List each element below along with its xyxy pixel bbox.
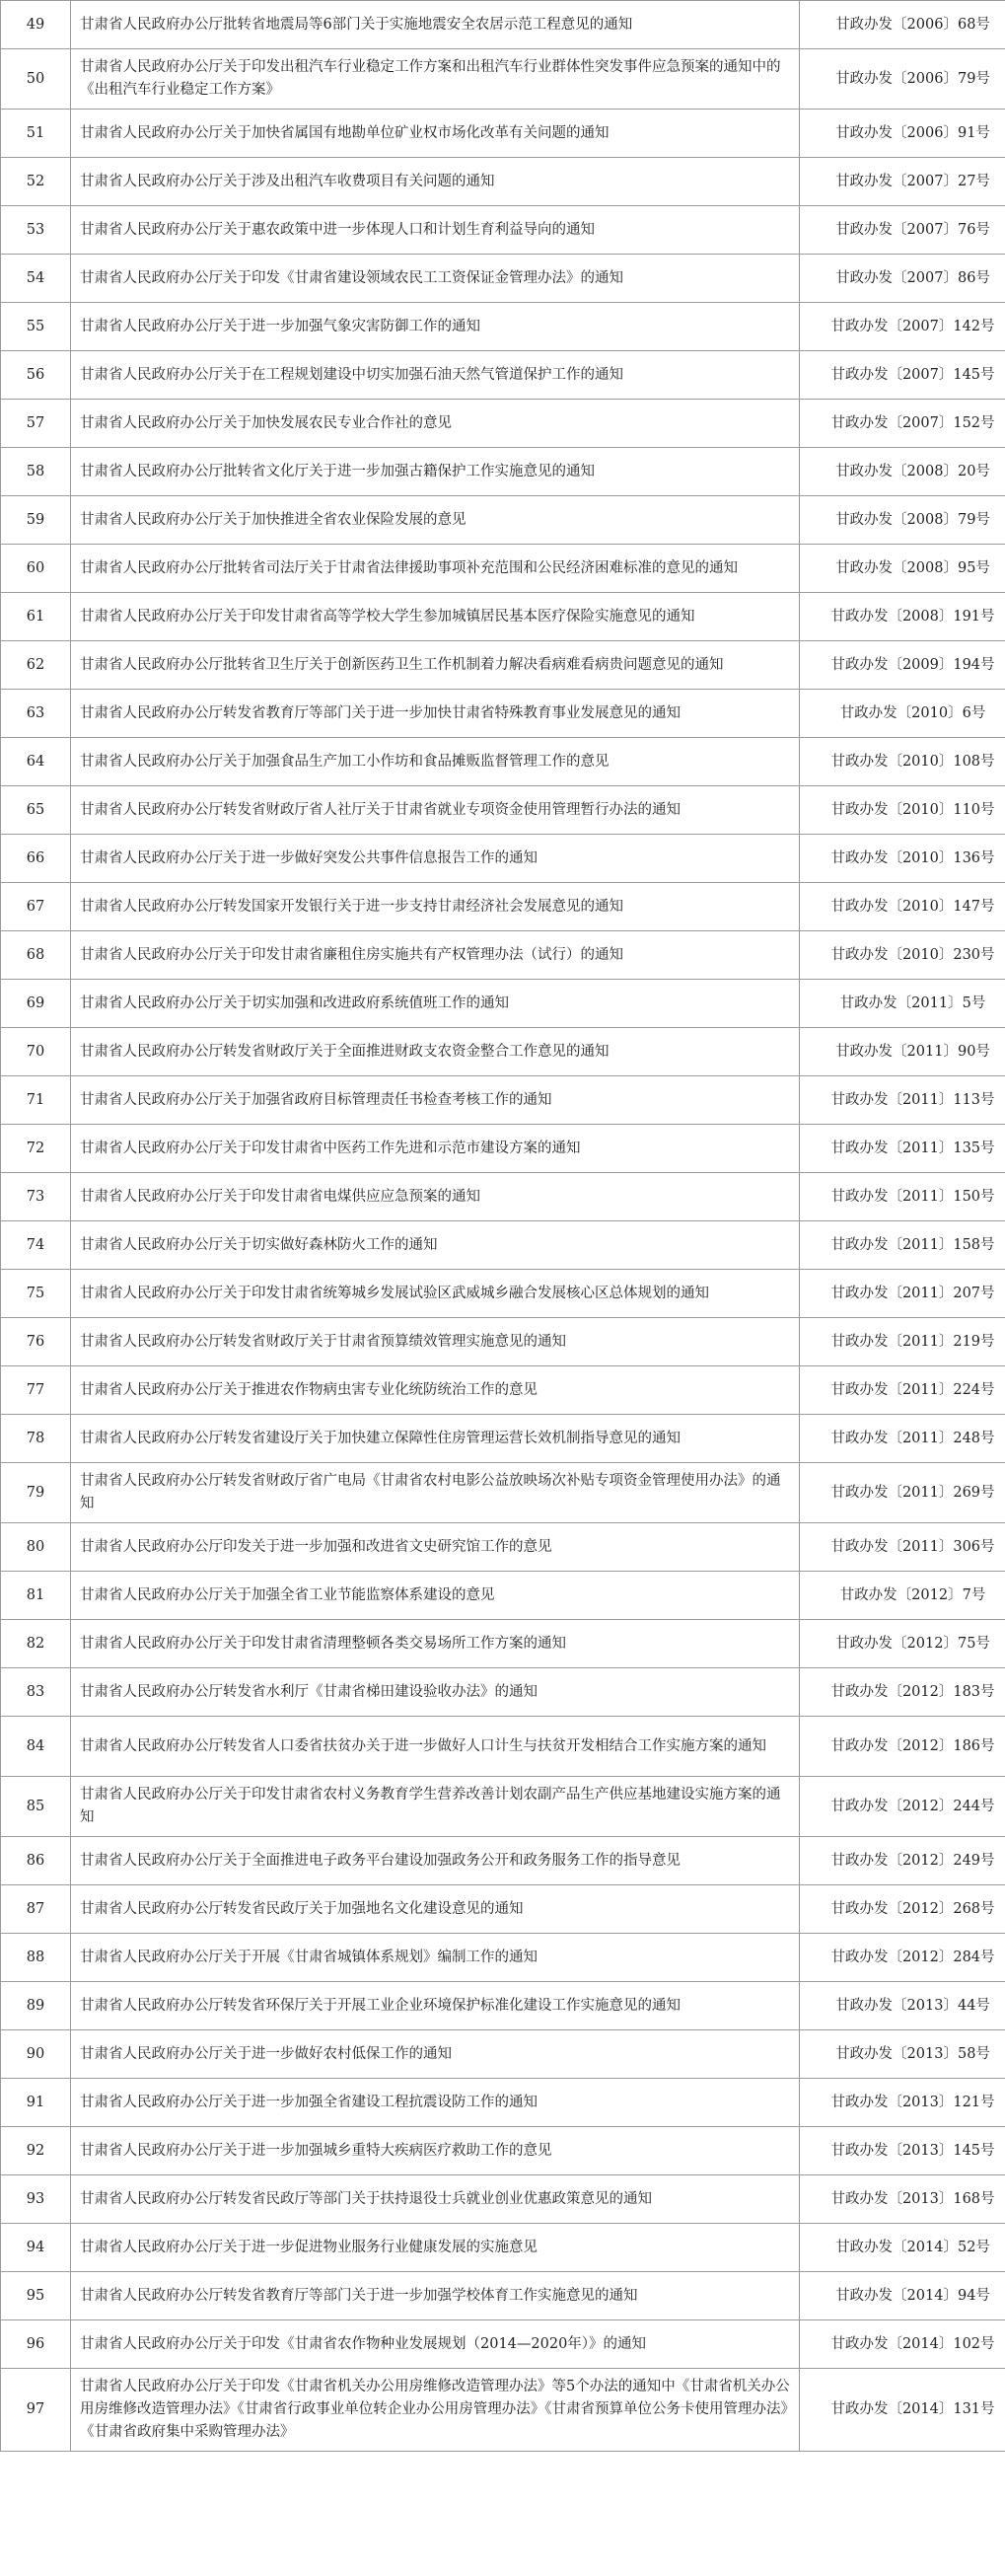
document-number: 甘政办发〔2011〕269号 xyxy=(800,1463,1005,1523)
document-title: 甘肃省人民政府办公厅关于印发出租汽车行业稳定工作方案和出租汽车行业群体性突发事件应急预案的通知中的《出租汽车行业稳定工作方案》 xyxy=(71,49,800,110)
document-title: 甘肃省人民政府办公厅关于推进农作物病虫害专业化统防统治工作的意见 xyxy=(71,1366,800,1415)
document-title: 甘肃省人民政府办公厅关于印发甘肃省中医药工作先进和示范市建设方案的通知 xyxy=(71,1125,800,1173)
row-number: 70 xyxy=(1,1028,71,1076)
table-row xyxy=(1,255,1005,303)
table-row xyxy=(1,1777,1005,1837)
document-number: 甘政办发〔2012〕183号 xyxy=(800,1668,1005,1717)
row-number: 81 xyxy=(1,1572,71,1620)
document-title: 甘肃省人民政府办公厅印发关于进一步加强和改进省文史研究馆工作的意见 xyxy=(71,1523,800,1572)
table-body xyxy=(1,1,1005,2452)
row-number: 53 xyxy=(1,206,71,255)
document-number: 甘政办发〔2012〕7号 xyxy=(800,1572,1005,1620)
row-number: 82 xyxy=(1,1620,71,1668)
row-number: 79 xyxy=(1,1463,71,1523)
document-title: 甘肃省人民政府办公厅关于进一步做好农村低保工作的通知 xyxy=(71,2030,800,2079)
table-row xyxy=(1,351,1005,400)
row-number: 67 xyxy=(1,883,71,931)
document-title: 甘肃省人民政府办公厅转发省财政厅省广电局《甘肃省农村电影公益放映场次补贴专项资金管理使用办法》的通知 xyxy=(71,1463,800,1523)
document-title: 甘肃省人民政府办公厅关于加强食品生产加工小作坊和食品摊贩监督管理工作的意见 xyxy=(71,738,800,786)
document-number: 甘政办发〔2007〕142号 xyxy=(800,303,1005,351)
row-number: 84 xyxy=(1,1717,71,1777)
row-number: 64 xyxy=(1,738,71,786)
table-row xyxy=(1,1885,1005,1934)
row-number: 52 xyxy=(1,158,71,206)
document-title: 甘肃省人民政府办公厅关于印发《甘肃省农作物种业发展规划（2014—2020年）》的通知 xyxy=(71,2320,800,2369)
document-number: 甘政办发〔2011〕306号 xyxy=(800,1523,1005,1572)
document-title: 甘肃省人民政府办公厅关于加快省属国有地勘单位矿业权市场化改革有关问题的通知 xyxy=(71,110,800,158)
row-number: 51 xyxy=(1,110,71,158)
document-number: 甘政办发〔2010〕108号 xyxy=(800,738,1005,786)
row-number: 75 xyxy=(1,1270,71,1318)
row-number: 76 xyxy=(1,1318,71,1366)
table-row xyxy=(1,883,1005,931)
document-number: 甘政办发〔2006〕68号 xyxy=(800,1,1005,49)
table-row xyxy=(1,1,1005,49)
row-number: 80 xyxy=(1,1523,71,1572)
document-title: 甘肃省人民政府办公厅转发省教育厅等部门关于进一步加快甘肃省特殊教育事业发展意见的通知 xyxy=(71,690,800,738)
document-number: 甘政办发〔2012〕284号 xyxy=(800,1934,1005,1982)
document-number: 甘政办发〔2014〕52号 xyxy=(800,2224,1005,2272)
row-number: 73 xyxy=(1,1173,71,1221)
table-row xyxy=(1,400,1005,448)
row-number: 68 xyxy=(1,931,71,980)
table-row xyxy=(1,1668,1005,1717)
document-title: 甘肃省人民政府办公厅关于全面推进电子政务平台建设加强政务公开和政务服务工作的指导意见 xyxy=(71,1837,800,1885)
table-row xyxy=(1,1028,1005,1076)
row-number: 63 xyxy=(1,690,71,738)
document-number: 甘政办发〔2007〕86号 xyxy=(800,255,1005,303)
row-number: 96 xyxy=(1,2320,71,2369)
row-number: 93 xyxy=(1,2175,71,2224)
table-row xyxy=(1,1572,1005,1620)
document-number: 甘政办发〔2011〕207号 xyxy=(800,1270,1005,1318)
document-title: 甘肃省人民政府办公厅关于切实做好森林防火工作的通知 xyxy=(71,1221,800,1270)
row-number: 55 xyxy=(1,303,71,351)
document-number: 甘政办发〔2012〕249号 xyxy=(800,1837,1005,1885)
row-number: 91 xyxy=(1,2079,71,2127)
document-number: 甘政办发〔2012〕244号 xyxy=(800,1777,1005,1837)
document-number: 甘政办发〔2007〕27号 xyxy=(800,158,1005,206)
document-title: 甘肃省人民政府办公厅转发省人口委省扶贫办关于进一步做好人口计生与扶贫开发相结合工作实施方案的通知 xyxy=(71,1717,800,1777)
table-row xyxy=(1,1270,1005,1318)
document-number: 甘政办发〔2012〕75号 xyxy=(800,1620,1005,1668)
row-number: 78 xyxy=(1,1415,71,1463)
row-number: 65 xyxy=(1,786,71,835)
table-row xyxy=(1,158,1005,206)
document-title: 甘肃省人民政府办公厅关于加快推进全省农业保险发展的意见 xyxy=(71,496,800,545)
document-title: 甘肃省人民政府办公厅关于在工程规划建设中切实加强石油天然气管道保护工作的通知 xyxy=(71,351,800,400)
document-title: 甘肃省人民政府办公厅关于印发甘肃省农村义务教育学生营养改善计划农副产品生产供应基地建设实施方案的通知 xyxy=(71,1777,800,1837)
document-number: 甘政办发〔2011〕158号 xyxy=(800,1221,1005,1270)
document-number: 甘政办发〔2011〕150号 xyxy=(800,1173,1005,1221)
table-row xyxy=(1,1173,1005,1221)
row-number: 87 xyxy=(1,1885,71,1934)
document-title: 甘肃省人民政府办公厅关于加强省政府目标管理责任书检查考核工作的通知 xyxy=(71,1076,800,1125)
document-title: 甘肃省人民政府办公厅转发省财政厅关于全面推进财政支农资金整合工作意见的通知 xyxy=(71,1028,800,1076)
document-number: 甘政办发〔2014〕131号 xyxy=(800,2369,1005,2452)
document-number: 甘政办发〔2012〕268号 xyxy=(800,1885,1005,1934)
row-number: 56 xyxy=(1,351,71,400)
table-row xyxy=(1,641,1005,690)
document-title: 甘肃省人民政府办公厅转发国家开发银行关于进一步支持甘肃经济社会发展意见的通知 xyxy=(71,883,800,931)
table-row xyxy=(1,1982,1005,2030)
table-row xyxy=(1,2030,1005,2079)
row-number: 61 xyxy=(1,593,71,641)
document-number: 甘政办发〔2013〕121号 xyxy=(800,2079,1005,2127)
row-number: 69 xyxy=(1,980,71,1028)
document-title: 甘肃省人民政府办公厅批转省地震局等6部门关于实施地震安全农居示范工程意见的通知 xyxy=(71,1,800,49)
document-title: 甘肃省人民政府办公厅批转省文化厅关于进一步加强古籍保护工作实施意见的通知 xyxy=(71,448,800,496)
document-number: 甘政办发〔2007〕145号 xyxy=(800,351,1005,400)
row-number: 95 xyxy=(1,2272,71,2320)
row-number: 83 xyxy=(1,1668,71,1717)
table-row xyxy=(1,2272,1005,2320)
row-number: 57 xyxy=(1,400,71,448)
document-title: 甘肃省人民政府办公厅转发省民政厅关于加强地名文化建设意见的通知 xyxy=(71,1885,800,1934)
document-title: 甘肃省人民政府办公厅关于涉及出租汽车收费项目有关问题的通知 xyxy=(71,158,800,206)
table-row xyxy=(1,206,1005,255)
document-number: 甘政办发〔2011〕113号 xyxy=(800,1076,1005,1125)
row-number: 72 xyxy=(1,1125,71,1173)
row-number: 62 xyxy=(1,641,71,690)
table-row xyxy=(1,1366,1005,1415)
row-number: 86 xyxy=(1,1837,71,1885)
document-number: 甘政办发〔2008〕191号 xyxy=(800,593,1005,641)
document-title: 甘肃省人民政府办公厅关于印发《甘肃省建设领域农民工工资保证金管理办法》的通知 xyxy=(71,255,800,303)
document-title: 甘肃省人民政府办公厅批转省司法厅关于甘肃省法律援助事项补充范围和公民经济困难标准的意见的通知 xyxy=(71,545,800,593)
table-row xyxy=(1,1318,1005,1366)
document-number: 甘政办发〔2010〕230号 xyxy=(800,931,1005,980)
document-number: 甘政办发〔2013〕44号 xyxy=(800,1982,1005,2030)
document-title: 甘肃省人民政府办公厅关于进一步加强气象灾害防御工作的通知 xyxy=(71,303,800,351)
table-row xyxy=(1,2127,1005,2175)
table-row xyxy=(1,2369,1005,2452)
table-row xyxy=(1,690,1005,738)
row-number: 50 xyxy=(1,49,71,110)
document-title: 甘肃省人民政府办公厅批转省卫生厅关于创新医药卫生工作机制着力解决看病难看病贵问题意见的通知 xyxy=(71,641,800,690)
table-row xyxy=(1,49,1005,110)
table-row xyxy=(1,786,1005,835)
document-title: 甘肃省人民政府办公厅关于进一步做好突发公共事件信息报告工作的通知 xyxy=(71,835,800,883)
table-row xyxy=(1,738,1005,786)
document-title: 甘肃省人民政府办公厅关于进一步加强全省建设工程抗震设防工作的通知 xyxy=(71,2079,800,2127)
document-title: 甘肃省人民政府办公厅关于印发《甘肃省机关办公用房维修改造管理办法》等5个办法的通知中《甘肃省机关办公用房维修改造管理办法》《甘肃省行政事业单位转企业办公用房管理办法》《甘肃省预算单位公务卡使用管理办法》《甘肃省政府集中采购管理办法》 xyxy=(71,2369,800,2452)
document-number: 甘政办发〔2007〕76号 xyxy=(800,206,1005,255)
document-number: 甘政办发〔2011〕224号 xyxy=(800,1366,1005,1415)
document-title: 甘肃省人民政府办公厅关于惠农政策中进一步体现人口和计划生育利益导向的通知 xyxy=(71,206,800,255)
document-number: 甘政办发〔2010〕136号 xyxy=(800,835,1005,883)
table-row xyxy=(1,1934,1005,1982)
table-row xyxy=(1,545,1005,593)
table-row xyxy=(1,835,1005,883)
table-row xyxy=(1,1463,1005,1523)
document-title: 甘肃省人民政府办公厅关于进一步加强城乡重特大疾病医疗救助工作的意见 xyxy=(71,2127,800,2175)
document-title: 甘肃省人民政府办公厅关于印发甘肃省高等学校大学生参加城镇居民基本医疗保险实施意见的通知 xyxy=(71,593,800,641)
row-number: 60 xyxy=(1,545,71,593)
document-title: 甘肃省人民政府办公厅转发省教育厅等部门关于进一步加强学校体育工作实施意见的通知 xyxy=(71,2272,800,2320)
row-number: 74 xyxy=(1,1221,71,1270)
document-title: 甘肃省人民政府办公厅关于加强全省工业节能监察体系建设的意见 xyxy=(71,1572,800,1620)
table-row xyxy=(1,931,1005,980)
table-row xyxy=(1,2224,1005,2272)
document-title: 甘肃省人民政府办公厅关于进一步促进物业服务行业健康发展的实施意见 xyxy=(71,2224,800,2272)
document-number: 甘政办发〔2011〕248号 xyxy=(800,1415,1005,1463)
row-number: 89 xyxy=(1,1982,71,2030)
document-number: 甘政办发〔2011〕5号 xyxy=(800,980,1005,1028)
row-number: 85 xyxy=(1,1777,71,1837)
row-number: 49 xyxy=(1,1,71,49)
document-title: 甘肃省人民政府办公厅转发省财政厅省人社厅关于甘肃省就业专项资金使用管理暂行办法的通知 xyxy=(71,786,800,835)
table-row xyxy=(1,303,1005,351)
row-number: 90 xyxy=(1,2030,71,2079)
table-row xyxy=(1,2079,1005,2127)
row-number: 58 xyxy=(1,448,71,496)
document-title: 甘肃省人民政府办公厅转发省水利厅《甘肃省梯田建设验收办法》的通知 xyxy=(71,1668,800,1717)
document-title: 甘肃省人民政府办公厅关于切实加强和改进政府系统值班工作的通知 xyxy=(71,980,800,1028)
document-title: 甘肃省人民政府办公厅转发省环保厅关于开展工业企业环境保护标准化建设工作实施意见的通知 xyxy=(71,1982,800,2030)
document-number: 甘政办发〔2010〕110号 xyxy=(800,786,1005,835)
document-number: 甘政办发〔2009〕194号 xyxy=(800,641,1005,690)
document-number: 甘政办发〔2010〕6号 xyxy=(800,690,1005,738)
document-number: 甘政办发〔2008〕20号 xyxy=(800,448,1005,496)
document-number: 甘政办发〔2012〕186号 xyxy=(800,1717,1005,1777)
table-row xyxy=(1,1076,1005,1125)
document-title: 甘肃省人民政府办公厅转发省财政厅关于甘肃省预算绩效管理实施意见的通知 xyxy=(71,1318,800,1366)
table-row xyxy=(1,593,1005,641)
table-row xyxy=(1,1221,1005,1270)
table-row xyxy=(1,1125,1005,1173)
document-number: 甘政办发〔2006〕79号 xyxy=(800,49,1005,110)
table-row xyxy=(1,1717,1005,1777)
document-number: 甘政办发〔2008〕95号 xyxy=(800,545,1005,593)
table-row xyxy=(1,1415,1005,1463)
document-title: 甘肃省人民政府办公厅关于印发甘肃省廉租住房实施共有产权管理办法（试行）的通知 xyxy=(71,931,800,980)
document-title: 甘肃省人民政府办公厅关于印发甘肃省电煤供应应急预案的通知 xyxy=(71,1173,800,1221)
table-row xyxy=(1,448,1005,496)
document-title: 甘肃省人民政府办公厅关于加快发展农民专业合作社的意见 xyxy=(71,400,800,448)
table-row xyxy=(1,110,1005,158)
document-title: 甘肃省人民政府办公厅转发省建设厅关于加快建立保障性住房管理运营长效机制指导意见的通知 xyxy=(71,1415,800,1463)
row-number: 59 xyxy=(1,496,71,545)
row-number: 71 xyxy=(1,1076,71,1125)
document-title: 甘肃省人民政府办公厅关于印发甘肃省清理整顿各类交易场所工作方案的通知 xyxy=(71,1620,800,1668)
document-title: 甘肃省人民政府办公厅关于开展《甘肃省城镇体系规划》编制工作的通知 xyxy=(71,1934,800,1982)
row-number: 54 xyxy=(1,255,71,303)
document-number: 甘政办发〔2013〕168号 xyxy=(800,2175,1005,2224)
table-row xyxy=(1,2175,1005,2224)
document-number: 甘政办发〔2007〕152号 xyxy=(800,400,1005,448)
row-number: 88 xyxy=(1,1934,71,1982)
table-row xyxy=(1,496,1005,545)
row-number: 97 xyxy=(1,2369,71,2452)
row-number: 77 xyxy=(1,1366,71,1415)
table-row xyxy=(1,1837,1005,1885)
document-number: 甘政办发〔2011〕135号 xyxy=(800,1125,1005,1173)
table-row xyxy=(1,980,1005,1028)
table-row xyxy=(1,1523,1005,1572)
document-number: 甘政办发〔2011〕219号 xyxy=(800,1318,1005,1366)
document-number: 甘政办发〔2008〕79号 xyxy=(800,496,1005,545)
row-number: 92 xyxy=(1,2127,71,2175)
document-number: 甘政办发〔2011〕90号 xyxy=(800,1028,1005,1076)
document-number: 甘政办发〔2006〕91号 xyxy=(800,110,1005,158)
document-number: 甘政办发〔2013〕58号 xyxy=(800,2030,1005,2079)
table-row xyxy=(1,2320,1005,2369)
document-number: 甘政办发〔2013〕145号 xyxy=(800,2127,1005,2175)
document-number: 甘政办发〔2014〕94号 xyxy=(800,2272,1005,2320)
row-number: 66 xyxy=(1,835,71,883)
document-title: 甘肃省人民政府办公厅转发省民政厅等部门关于扶持退役士兵就业创业优惠政策意见的通知 xyxy=(71,2175,800,2224)
document-number: 甘政办发〔2010〕147号 xyxy=(800,883,1005,931)
document-title: 甘肃省人民政府办公厅关于印发甘肃省统筹城乡发展试验区武威城乡融合发展核心区总体规划的通知 xyxy=(71,1270,800,1318)
document-number: 甘政办发〔2014〕102号 xyxy=(800,2320,1005,2369)
row-number: 94 xyxy=(1,2224,71,2272)
table-row xyxy=(1,1620,1005,1668)
